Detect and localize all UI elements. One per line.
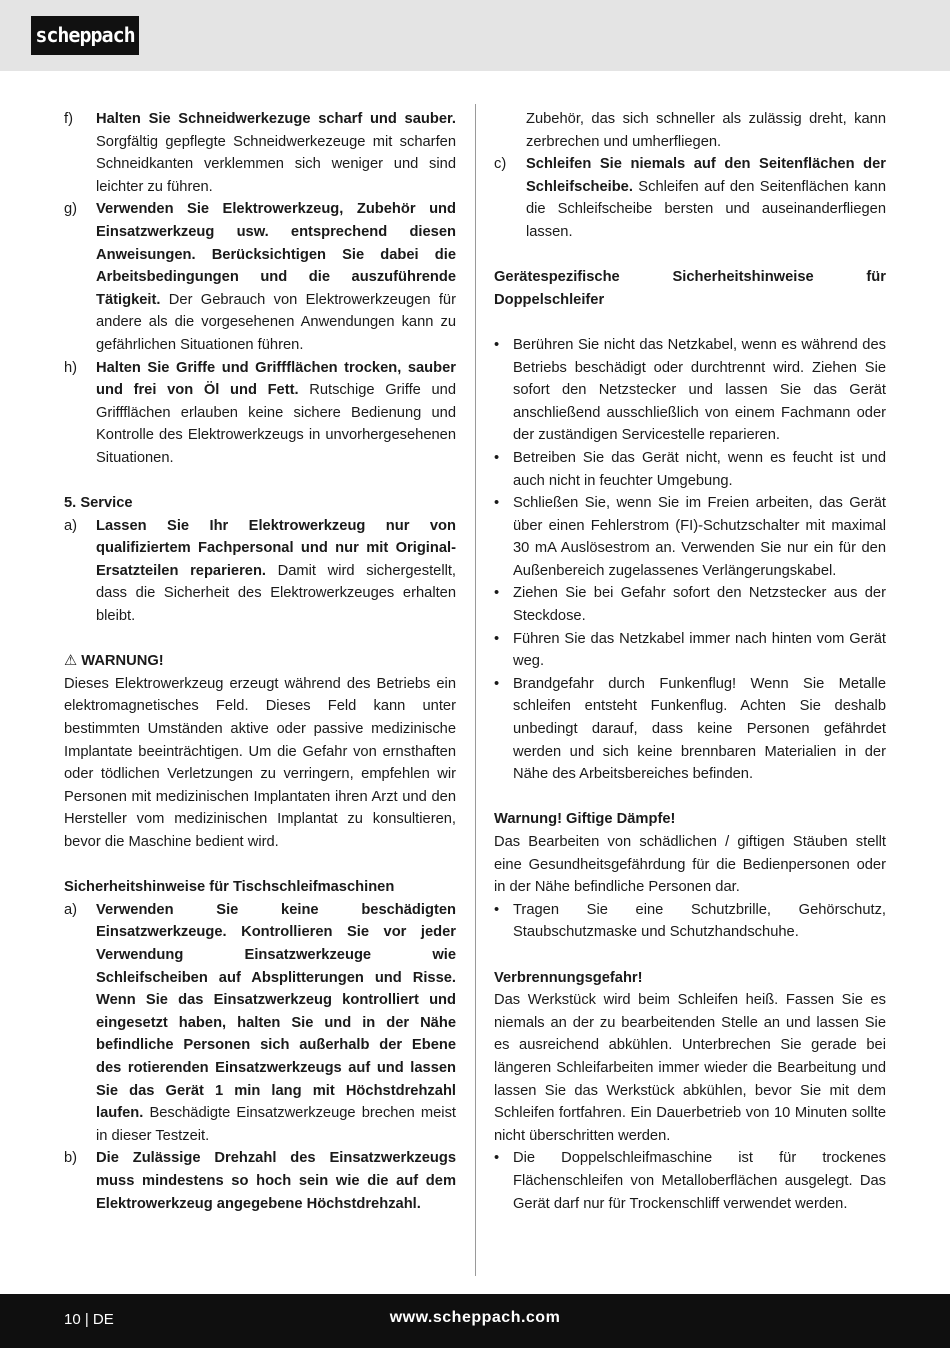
daempfe-text: Das Bearbeiten von schädlichen / giftigen Stäuben stellt eine Gesundheitsgefährdung für die Bedienpersonen oder in der Nähe befindliche Personen dar. (494, 834, 886, 896)
item-tisch-a (64, 899, 456, 1148)
bullet-text: Betreiben Sie das Gerät nicht, wenn es feucht ist und auch nicht in feuchter Umgebung. (513, 449, 886, 489)
section-heading-geraetespezifisch: Gerätespezifische Sicherheitshinweise für Doppelschleifer (494, 269, 886, 308)
bullet-item (494, 1147, 886, 1215)
bullet-item (494, 334, 886, 447)
item-c (494, 153, 886, 243)
bullet-text: Brandgefahr durch Funkenflug! Wenn Sie Metalle schleifen entsteht Funkenflug. Achten Sie deshalb unbedingt darauf, dass keine Personen gefährdet werden und sich keine brennbaren Materialien in der Nähe des Arbeitsbereiches befinden. (513, 675, 886, 783)
warning-triangle-icon: ⚠ (64, 653, 78, 670)
bullet-icon: • (494, 630, 500, 647)
page-number: 10 | DE (64, 1311, 114, 1328)
left-column (64, 108, 456, 1215)
website-url: www.scheppach.com (389, 1309, 561, 1326)
bullet-text: Führen Sie das Netzkabel immer nach hinten vom Gerät weg. (513, 630, 886, 670)
section-heading-service: 5. Service (64, 495, 133, 512)
item-text: Beschädigte Einsatzwerkzeuge brechen meist in dieser Testzeit. (96, 1105, 456, 1144)
section-heading-daempfe: Warnung! Giftige Dämpfe! (494, 811, 676, 828)
bullet-item (494, 628, 886, 673)
item-text: Rutschige Griffe und Griffflächen erlauben keine sichere Bedienung und Kontrolle des Elektrowerkzeugs in unvorhergesehenen Situationen. (96, 382, 456, 466)
warning-heading: ⚠ WARNUNG! (64, 653, 164, 670)
item-bold-text: Verwenden Sie Elektrowerkzeug, Zubehör und Einsatzwerkzeug usw. entsprechend diesen Anweisungen. Berücksichtigen Sie dabei die Arbeitsbedingungen und die auszuführende Tätigkeit. (96, 201, 456, 308)
item-h (64, 357, 456, 470)
item-text: Zubehör, das sich schneller als zulässig dreht, kann zerbrechen und umherfliegen. (526, 111, 886, 150)
page-footer (0, 1294, 950, 1348)
item-bold-text: Verwenden Sie keine beschädigten Einsatzwerkzeuge. Kontrollieren Sie vor jeder Verwendung Einsatzwerkzeuge wie Schleifscheiben auf Absplitterungen und Risse. Wenn Sie das Einsatzwerkzeug kontrolliert und eingesetzt haben, halten Sie und in der Nähe befindliche Personen sich außerhalb der Ebene des rotierenden Einsatzwerkzeugs auf und lassen Sie das Gerät 1 min lang mit Höchstdrehzahl laufen. (96, 901, 456, 1122)
item-text: Der Gebrauch von Elektrowerkzeugen für andere als die vorgesehenen Anwendungen kann zu gefährlichen Situationen führen. (96, 291, 456, 353)
item-label: g) (64, 201, 78, 218)
item-service-a (64, 515, 456, 628)
item-label: f) (64, 111, 73, 127)
bullet-text: Die Doppelschleifmaschine ist für trockenes Flächenschleifen von Metalloberflächen ausgelegt. Das Gerät darf nur für Trockenschliff verwendet werden. (513, 1150, 886, 1212)
bullet-item (494, 492, 886, 582)
item-bold-text: Lassen Sie Ihr Elektrowerkzeug nur von qualifiziertem Fachpersonal und nur mit Original-Ersatzteilen reparieren. (96, 517, 456, 579)
item-text: Sorgfältig gepflegte Schneidwerkezeuge mit scharfen Schneidkanten verklemmen sich weniger und sind leichter zu führen. (96, 133, 456, 195)
bullet-text: Tragen Sie eine Schutzbrille, Gehörschutz, Staubschutzmaske und Schutzhandschuhe. (513, 901, 886, 941)
bullet-icon: • (494, 336, 500, 353)
page-header (0, 0, 950, 71)
bullet-text: Ziehen Sie bei Gefahr sofort den Netzstecker aus der Steckdose. (513, 585, 886, 625)
column-divider (475, 104, 476, 1276)
item-tisch-b (64, 1147, 456, 1215)
bullet-item (494, 447, 886, 492)
item-label: h) (64, 359, 78, 376)
bullet-icon: • (494, 585, 500, 602)
bullet-text: Berühren Sie nicht das Netzkabel, wenn es während des Betriebs beschädigt oder durchtrennt wird. Ziehen Sie sofort den Netzstecker und lassen Sie das Gerät anschließend ausschließlich von einem Fachmann oder der zuständigen Servicestelle reparieren. (513, 336, 886, 444)
item-bold-text: Halten Sie Schneidwerkezuge scharf und sauber. (96, 111, 456, 127)
item-bold-text: Halten Sie Griffe und Griffflächen trocken, sauber und frei von Öl und Fett. (96, 359, 456, 399)
right-column (494, 108, 886, 1215)
item-f (64, 108, 456, 198)
warning-text: Dieses Elektrowerkzeug erzeugt während des Betriebs ein elektromagnetisches Feld. Dieses Feld kann unter bestimmten Umständen aktive oder passive medizinische Implantate beeinträchtigen. Um die Gefahr von ernsthaften oder tödlichen Verletzungen zu verringern, empfehlen wir Personen mit medizinischen Implantaten ihren Arzt und den Hersteller vom medizinischen Implantat zu konsultieren, bevor die Maschine bedient wird. (64, 675, 456, 850)
bullet-item (494, 899, 886, 944)
item-label: a) (64, 517, 78, 534)
item-g (64, 198, 456, 356)
item-label: c) (494, 156, 507, 173)
bullet-icon: • (494, 901, 500, 918)
verbrennung-text: Das Werkstück wird beim Schleifen heiß. Fassen Sie es niemals an der zu bearbeitenden Stelle an und lassen Sie es ausreichend abkühlen. Unterbrechen Sie gerade bei längeren Schleifarbeiten immer wieder die Bearbeitung und lassen Sie das Werkstück abkühlen, bevor Sie mit dem Schleifen fortfahren. Ein Dauerbetrieb von 10 Minuten sollte nicht überschritten werden. (494, 992, 886, 1144)
item-bold-text: Schleifen Sie niemals auf den Seitenflächen der Schleifscheibe. (526, 156, 886, 195)
section-heading-tischschleif: Sicherheitshinweise für Tischschleifmaschinen (64, 879, 395, 896)
bullet-item (494, 582, 886, 627)
bullet-icon: • (494, 449, 500, 466)
item-b-continued (494, 108, 886, 153)
bullet-item (494, 673, 886, 786)
bullet-icon: • (494, 675, 500, 692)
bullet-icon: • (494, 495, 500, 512)
bullet-text: Schließen Sie, wenn Sie im Freien arbeiten, das Gerät über einen Fehlerstrom (FI)-Schutzschalter mit maximal 30 mA Auslösestrom an. Verwenden Sie nur ein für den Außenbereich zugelassenes Verlängerungskabel. (513, 495, 886, 579)
item-text: Damit wird sichergestellt, dass die Sicherheit des Elektrowerkzeuges erhalten bleibt. (96, 562, 457, 625)
section-heading-verbrennung: Verbrennungsgefahr! (494, 969, 643, 986)
item-text: Schleifen auf den Seitenflächen kann die Schleifscheibe bersten und auseinanderfliegen lassen. (526, 178, 886, 240)
item-bold-text: Die Zulässige Drehzahl des Einsatzwerkzeugs muss mindestens so hoch sein wie die auf dem Elektrowerkzeug angegebene Höchstdrehzahl. (96, 1150, 456, 1212)
item-label: a) (64, 901, 78, 918)
item-label: b) (64, 1150, 78, 1167)
scheppach-logo: scheppach (31, 16, 139, 55)
bullet-icon: • (494, 1150, 500, 1167)
